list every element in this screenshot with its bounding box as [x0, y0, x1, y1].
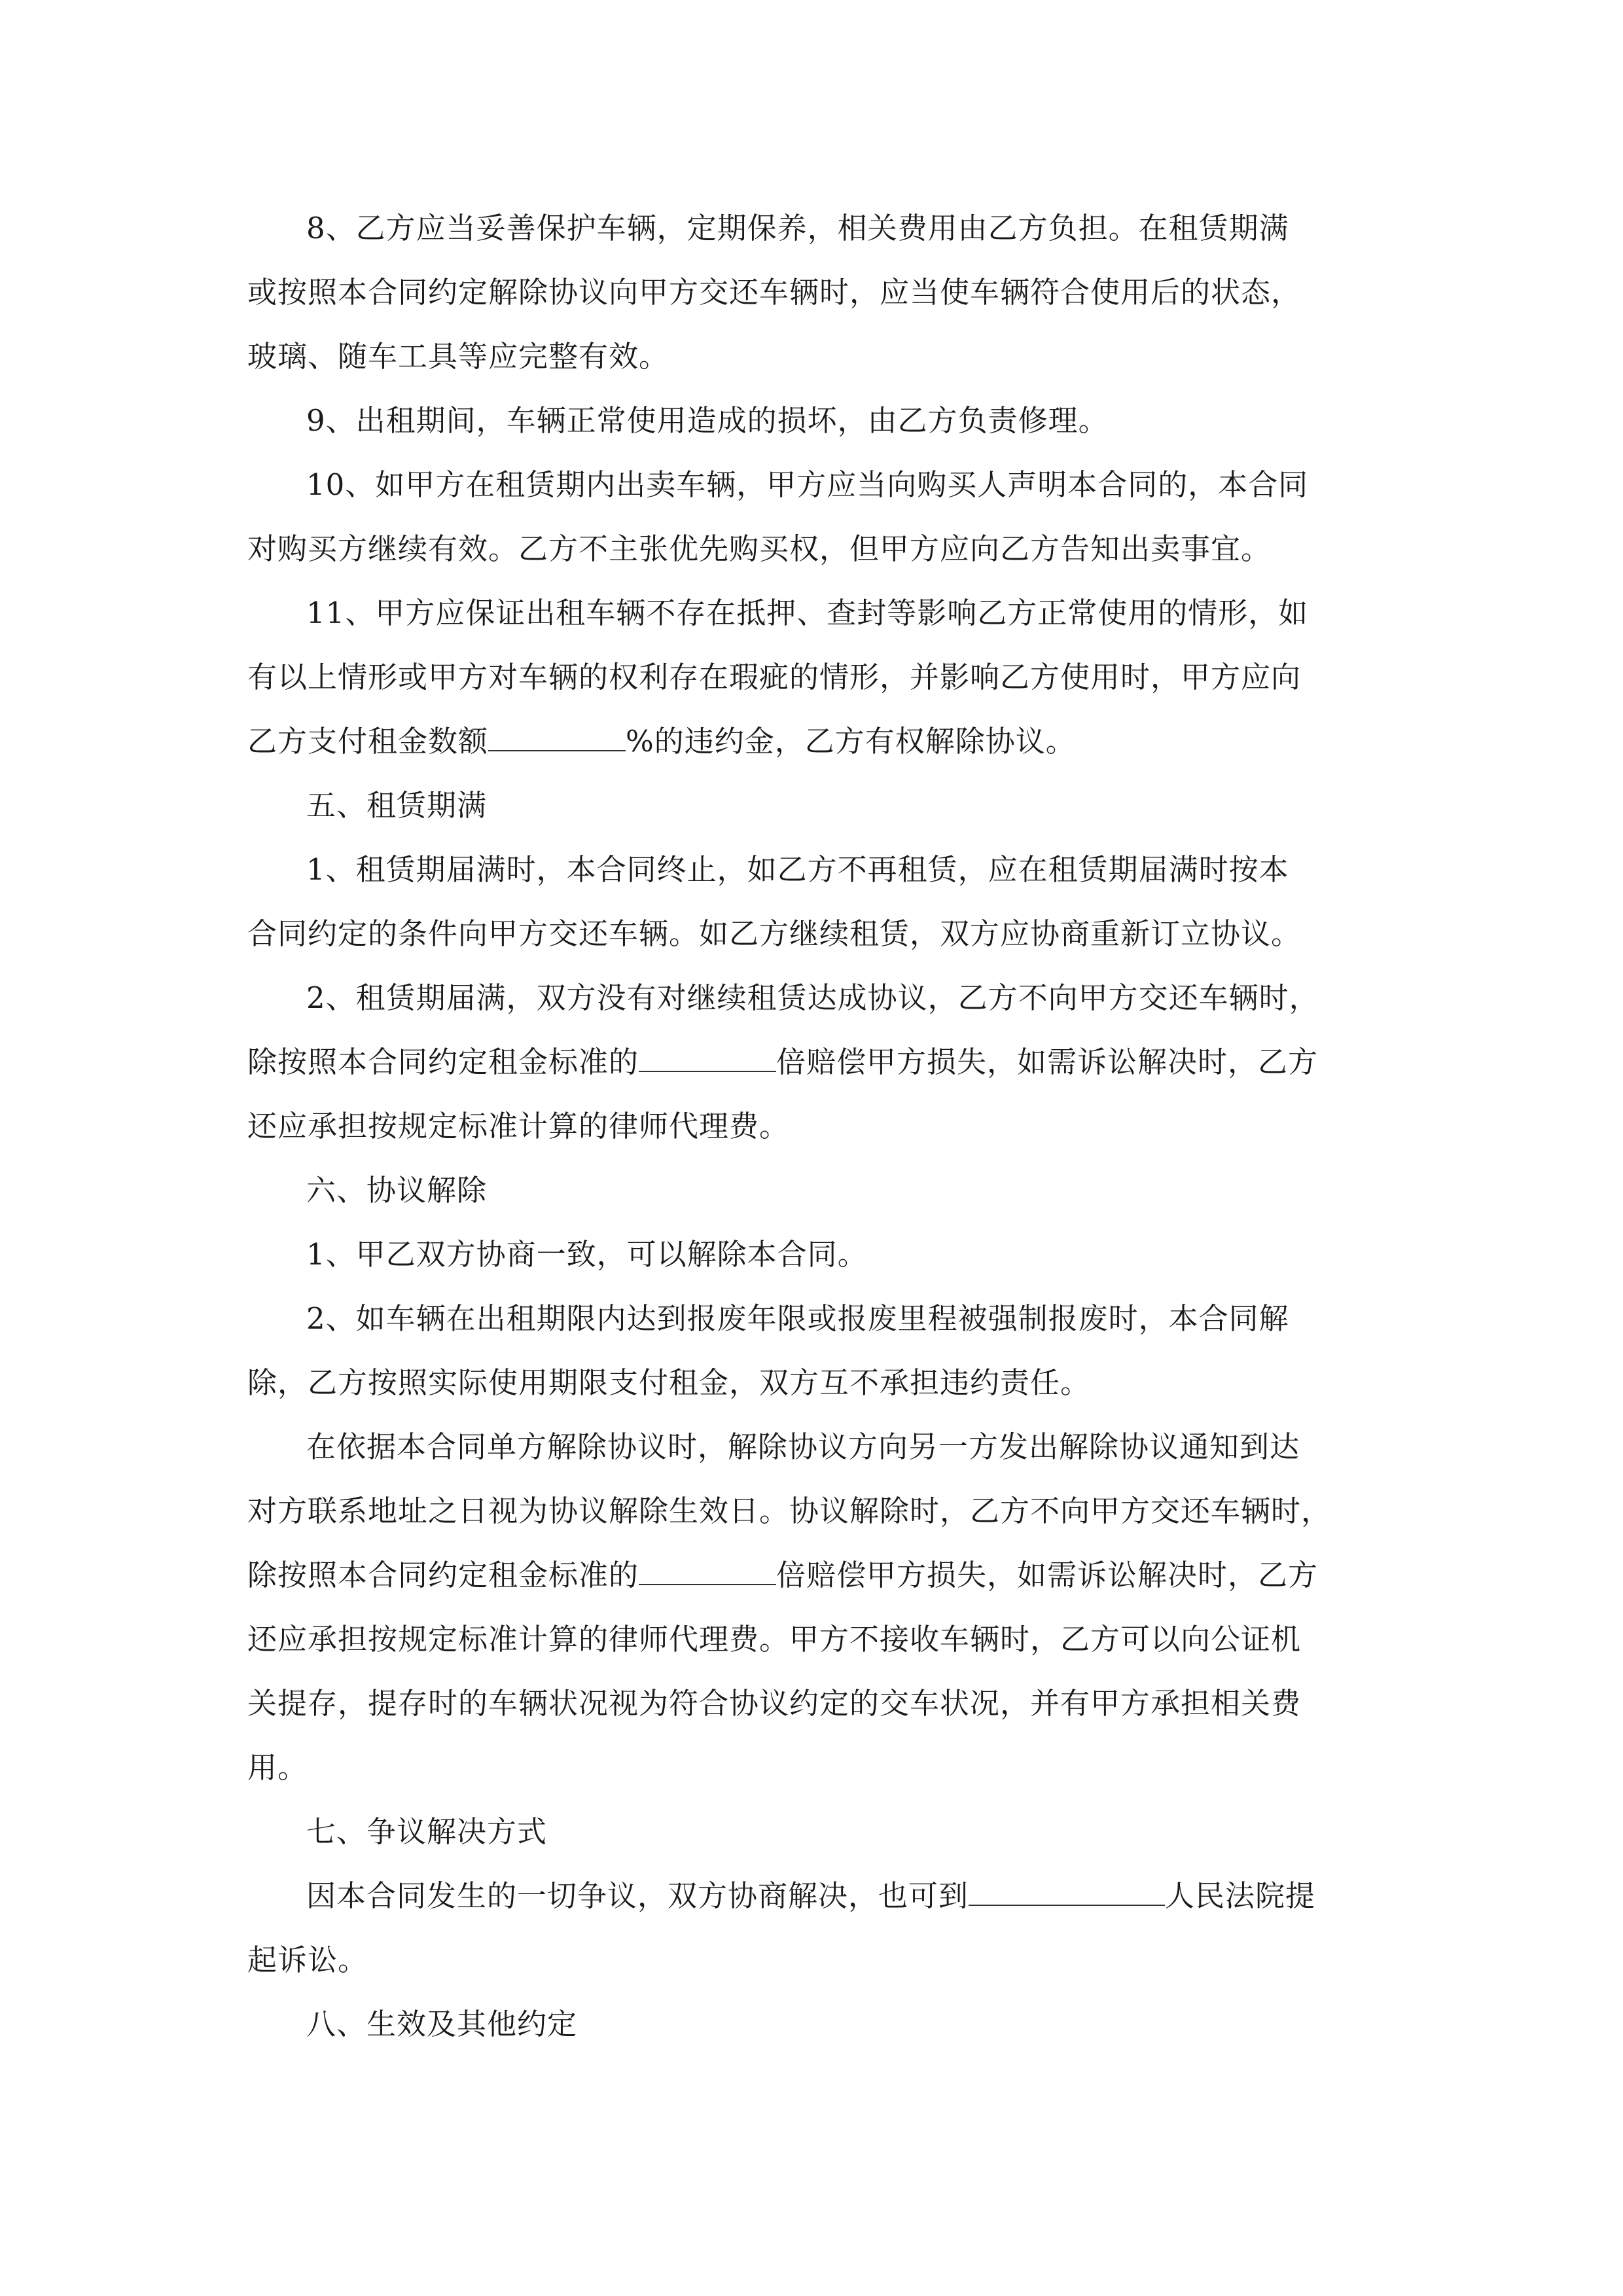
fill-in-prefix: 除按照本合同约定租金标准的: [247, 1045, 639, 1079]
blank-field[interactable]: [639, 1559, 776, 1585]
text-line: 2、租赁期届满，双方没有对继续租赁达成协议，乙方不向甲方交还车辆时，: [306, 980, 1319, 1015]
fill-in-prefix: 乙方支付租金数额: [247, 724, 489, 759]
paragraph: [247, 838, 1378, 966]
fill-in-line: [247, 1030, 1378, 1094]
text-line: 10、如甲方在租赁期内出卖车辆，甲方应当向购买人声明本合同的，本合同: [306, 467, 1309, 502]
fill-in-suffix: 人民法院提: [1165, 1878, 1316, 1913]
text-line: 1、租赁期届满时，本合同终止，如乙方不再租赁，应在租赁期届满时按本: [306, 852, 1289, 887]
text-line: 用。: [247, 1750, 308, 1785]
paragraph: [247, 1992, 1378, 2056]
fill-in-line: [247, 1543, 1378, 1607]
text-line: 七、争议解决方式: [306, 1814, 548, 1849]
text-line: 还应承担按规定标准计算的律师代理费。甲方不接收车辆时，乙方可以向公证机: [247, 1622, 1302, 1657]
paragraph: [247, 1158, 1378, 1223]
fill-in-suffix: 倍赔偿甲方损失，如需诉讼解决时，乙方: [776, 1045, 1319, 1079]
document-page: [247, 196, 1378, 2056]
text-line: 起诉讼。: [247, 1943, 368, 1977]
text-line: 对购买方继续有效。乙方不主张优先购买权，但甲方应向乙方告知出卖事宜。: [247, 531, 1272, 566]
paragraph: [247, 453, 1378, 581]
fill-in-prefix: 除按照本合同约定租金标准的: [247, 1558, 639, 1592]
fill-in-suffix: %的违约金，乙方有权解除协议。: [626, 724, 1076, 759]
paragraph: [247, 581, 1378, 774]
paragraph: [247, 389, 1378, 453]
fill-in-prefix: 因本合同发生的一切争议，双方协商解决，也可到: [306, 1878, 969, 1913]
text-line: 2、如车辆在出租期限内达到报废年限或报废里程被强制报废时，本合同解: [306, 1301, 1289, 1336]
paragraph: [247, 1864, 1378, 1992]
text-line: 在依据本合同单方解除协议时，解除协议方向另一方发出解除协议通知到达: [306, 1429, 1300, 1464]
text-line: 还应承担按规定标准计算的律师代理费。: [247, 1109, 790, 1143]
text-line: 对方联系地址之日视为协议解除生效日。协议解除时，乙方不向甲方交还车辆时，: [247, 1494, 1332, 1528]
paragraph: [247, 1223, 1378, 1287]
text-line: 或按照本合同约定解除协议向甲方交还车辆时，应当使车辆符合使用后的状态，: [247, 275, 1302, 310]
fill-in-line: [247, 1864, 1378, 1928]
blank-field[interactable]: [639, 1046, 776, 1072]
text-line: 9、出租期间，车辆正常使用造成的损坏，由乙方负责修理。: [306, 403, 1109, 438]
text-line: 玻璃、随车工具等应完整有效。: [247, 339, 669, 374]
paragraph: [247, 196, 1378, 389]
text-line: 除，乙方按照实际使用期限支付租金，双方互不承担违约责任。: [247, 1365, 1091, 1400]
paragraph: [247, 1287, 1378, 1415]
text-line: 六、协议解除: [306, 1173, 488, 1208]
blank-field[interactable]: [969, 1880, 1165, 1906]
blank-field[interactable]: [488, 725, 626, 751]
text-line: 有以上情形或甲方对车辆的权利存在瑕疵的情形，并影响乙方使用时，甲方应向: [247, 660, 1302, 694]
fill-in-suffix: 倍赔偿甲方损失，如需诉讼解决时，乙方: [776, 1558, 1319, 1592]
text-line: 五、租赁期满: [306, 788, 488, 823]
text-line: 8、乙方应当妥善保护车辆，定期保养，相关费用由乙方负担。在租赁期满: [306, 211, 1289, 245]
text-line: 关提存，提存时的车辆状况视为符合协议约定的交车状况，并有甲方承担相关费: [247, 1686, 1302, 1721]
fill-in-line: [247, 709, 1378, 774]
paragraph: [247, 966, 1378, 1158]
text-line: 合同约定的条件向甲方交还车辆。如乙方继续租赁，双方应协商重新订立协议。: [247, 916, 1302, 951]
text-line: 1、甲乙双方协商一致，可以解除本合同。: [306, 1237, 868, 1272]
text-line: 11、甲方应保证出租车辆不存在抵押、查封等影响乙方正常使用的情形，如: [306, 596, 1309, 630]
paragraph: [247, 1800, 1378, 1864]
paragraph: [247, 1415, 1378, 1800]
text-line: 八、生效及其他约定: [306, 2007, 578, 2041]
paragraph: [247, 774, 1378, 838]
